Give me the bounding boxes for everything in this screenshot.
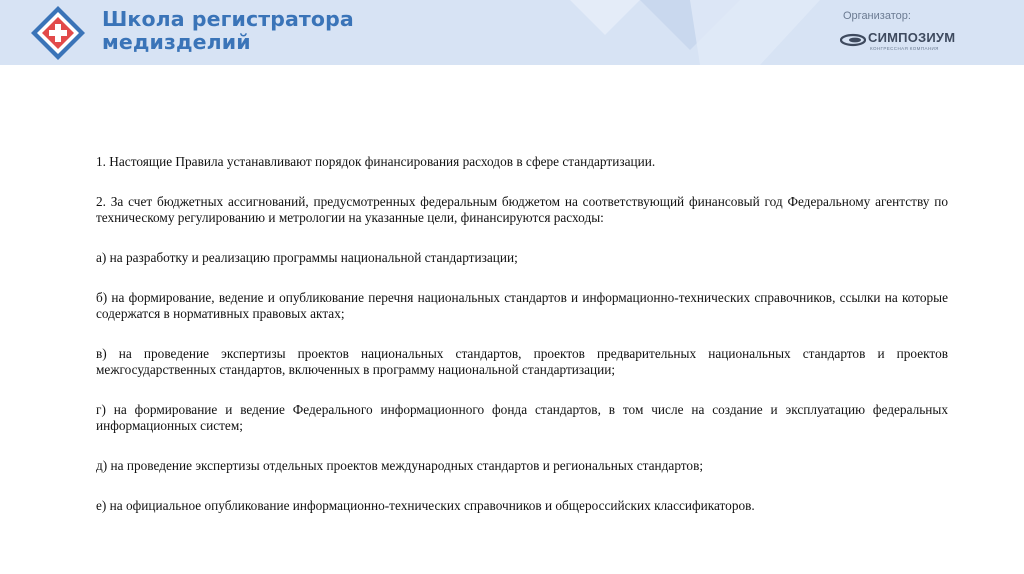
paragraph-e: е) на официальное опубликование информационно-технических справочников и общероссийских классификаторов. — [96, 498, 755, 513]
paragraph-g: г) на формирование и ведение Федерального информационного фонда стандартов, в том числе на создание и эксплуатацию федеральных информационных систем; — [96, 402, 948, 433]
organizer-label: Организатор: — [843, 10, 911, 22]
organizer-name: СИМПОЗИУМ — [868, 30, 956, 45]
school-title-line-1: Школа регистратора — [102, 7, 354, 31]
simposium-swirl-icon — [840, 33, 866, 47]
organizer-subtitle: КОНГРЕССНАЯ КОМПАНИЯ — [870, 46, 939, 51]
slide-header — [0, 0, 1024, 65]
school-title-line-2: медизделий — [102, 30, 251, 54]
organizer-logo — [840, 30, 970, 56]
document-body — [96, 154, 948, 538]
paragraph-v: в) на проведение экспертизы проектов национальных стандартов, проектов предварительных национальных стандартов и проектов межгосударственных стандартов, включенных в программу национальной стандартизации; — [96, 346, 948, 377]
paragraph-2: 2. За счет бюджетных ассигнований, предусмотренных федеральным бюджетом на соответствующий финансовый год Федеральному агентству по техническому регулированию и метрологии на указанные цели, финансируются расходы: — [96, 194, 948, 225]
school-title — [102, 8, 354, 54]
paragraph-b: б) на формирование, ведение и опубликование перечня национальных стандартов и информационно-технических справочников, ссылки на которые содержатся в нормативных правовых актах; — [96, 290, 948, 321]
paragraph-d: д) на проведение экспертизы отдельных проектов международных стандартов и региональных стандартов; — [96, 458, 704, 473]
medical-cross-diamond-icon — [30, 5, 86, 61]
paragraph-a: а) на разработку и реализацию программы национальной стандартизации; — [96, 250, 518, 265]
paragraph-1: 1. Настоящие Правила устанавливают порядок финансирования расходов в сфере стандартизации. — [96, 154, 656, 169]
